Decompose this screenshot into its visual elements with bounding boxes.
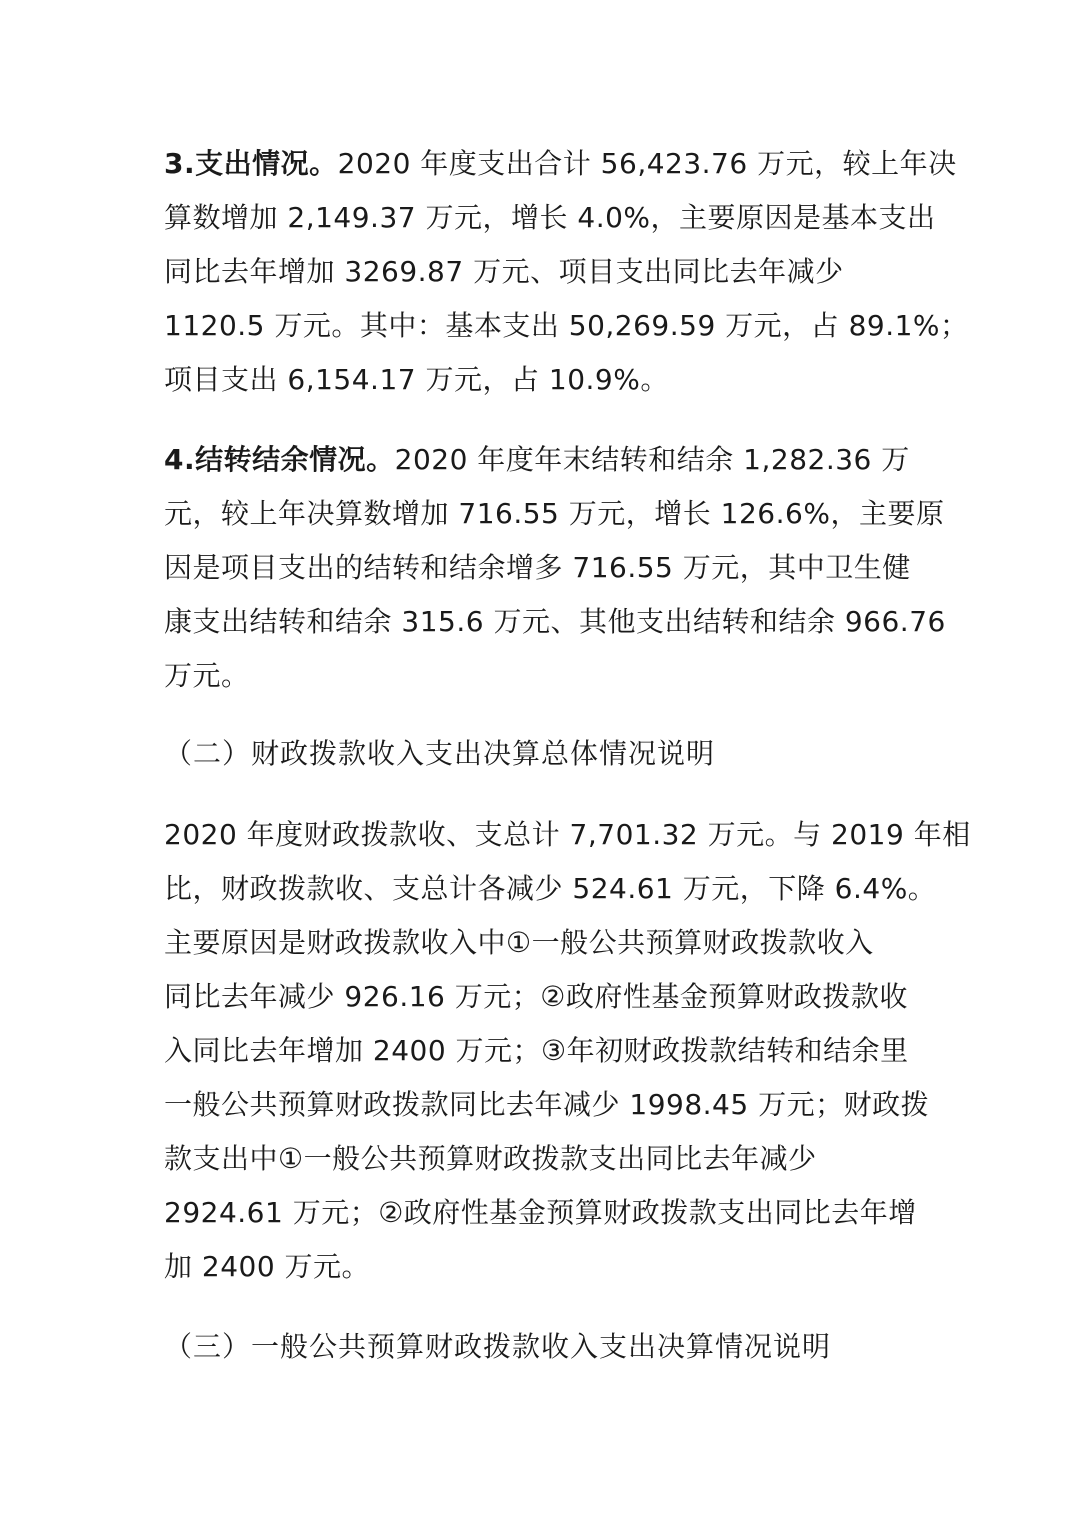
paragraph-line: 4.结转结余情况。2020 年度年末结转和结余 1,282.36 万 [164,443,910,476]
paragraph-line: 一般公共预算财政拨款同比去年减少 1998.45 万元；财政拨 [164,1088,930,1121]
paragraph-expenditure [164,137,969,407]
paragraph-line: 元，较上年决算数增加 716.55 万元，增长 126.6%，主要原 [164,497,945,530]
paragraph-line: 同比去年增加 3269.87 万元、项目支出同比去年减少 [164,255,844,288]
paragraph-line: 2020 年度财政拨款收、支总计 7,701.32 万元。与 2019 年相 [164,818,971,851]
paragraph-lead: 3.支出情况。 [164,147,338,180]
paragraph-line: 主要原因是财政拨款收入中①一般公共预算财政拨款收入 [164,926,874,959]
paragraph-line: 比，财政拨款收、支总计各减少 524.61 万元，下降 6.4%。 [164,872,937,905]
paragraph-line: 3.支出情况。2020 年度支出合计 56,423.76 万元，较上年决 [164,147,957,180]
paragraph-line: 康支出结转和结余 315.6 万元、其他支出结转和结余 966.76 [164,605,946,638]
paragraph-carryover [164,433,946,703]
paragraph-line: 因是项目支出的结转和结余增多 716.55 万元，其中卫生健 [164,551,911,584]
paragraph-fiscal-summary [164,808,971,1294]
paragraph-line: 项目支出 6,154.17 万元，占 10.9%。 [164,363,669,396]
paragraph-line: 算数增加 2,149.37 万元，增长 4.0%，主要原因是基本支出 [164,201,936,234]
paragraph-line: 加 2400 万元。 [164,1250,371,1283]
section-heading: （三）一般公共预算财政拨款收入支出决算情况说明 [164,1330,832,1363]
paragraph-line: 款支出中①一般公共预算财政拨款支出同比去年减少 [164,1142,817,1175]
paragraph-lead: 4.结转结余情况。 [164,443,395,476]
paragraph-line: 2924.61 万元；②政府性基金预算财政拨款支出同比去年增 [164,1196,917,1229]
paragraph-line: 万元。 [164,659,250,692]
section-heading: （二）财政拨款收入支出决算总体情况说明 [164,737,716,770]
paragraph-line: 入同比去年增加 2400 万元；③年初财政拨款结转和结余里 [164,1034,909,1067]
paragraph-line: 1120.5 万元。其中：基本支出 50,269.59 万元，占 89.1%； [164,309,969,342]
paragraph-line: 同比去年减少 926.16 万元；②政府性基金预算财政拨款收 [164,980,908,1013]
